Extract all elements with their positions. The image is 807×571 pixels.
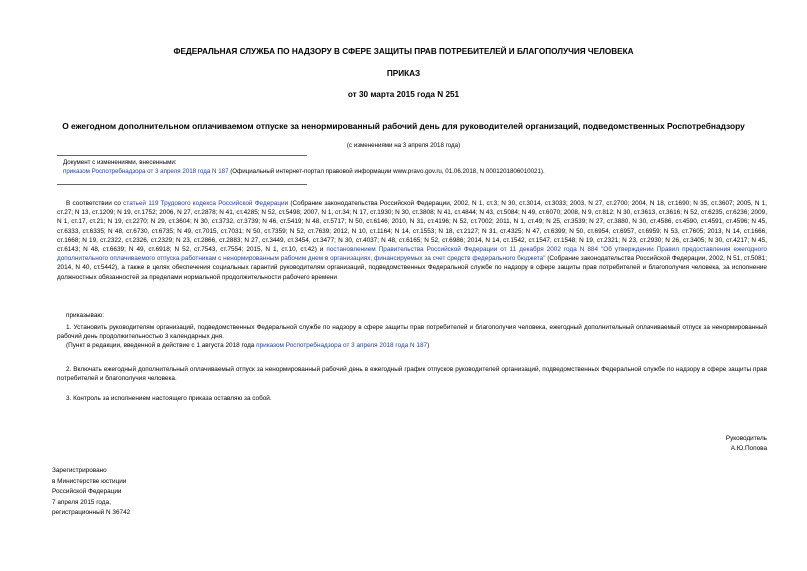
registration-line: Зарегистрировано [52, 467, 107, 474]
divider-bottom [57, 184, 307, 185]
agency-name: ФЕДЕРАЛЬНАЯ СЛУЖБА ПО НАДЗОРУ В СФЕРЕ ЗАЩИТЫ ПРАВ ПОТРЕБИТЕЛЕЙ И БЛАГОПОЛУЧИЯ ЧЕЛОВЕКА [173, 47, 634, 56]
doc-date-number: от 30 марта 2015 года N 251 [347, 90, 460, 99]
preamble-start: В соответствии со [66, 200, 124, 207]
item-1-note [57, 341, 767, 350]
preamble-text-2: (Собрание законодательства Российской Федерации, 2002, N 51, ст.5081; 2014, N 40, ст.5442), а также в целях обеспечения социальных гарантий руководителям организаций, подведомственных Федеральной службе по надзору в сфере защиты прав потребителей и благополучия человека, за исполнение должностных обязанностей за пределами нормальной продолжительности рабочего времени [57, 255, 767, 281]
registration-line: регистрационный N 36742 [52, 509, 131, 517]
changes-link[interactable]: приказом Роспотребнадзора от 3 апреля 2018 года N 187 [63, 168, 229, 176]
changes-label: Документ с изменениями, внесенными: [63, 159, 177, 166]
preamble-paragraph [57, 199, 767, 282]
revision-note: (с изменениями на 3 апреля 2018 года) [346, 142, 461, 149]
item-1-text: 1. Установить руководителям организаций, подведомственных Федеральной службе по надзору в сфере защиты прав потребителей и благополучия человека, ежегодный дополнительный оплачиваемый отпуск за ненормированный рабочий день продолжительностью 3 календарных дня. [57, 324, 767, 341]
item-2: 2. Включать ежегодный дополнительный оплачиваемый отпуск за ненормированный рабочий день в ежегодный график отпусков руководителей организаций, подведомственных Федеральной службе по надзору в сфере защиты прав потребителей и благополучия человека. [57, 366, 767, 383]
item-3: 3. Контроль за исполнением настоящего приказа оставляю за собой. [66, 395, 272, 402]
item-1-note-end: ) [427, 342, 430, 350]
changes-source: (Официальный интернет-портал правовой информации www.pravo.gov.ru, 01.06.2018, N 0001201806010021). [228, 168, 545, 176]
registration-line: в Министерстве юстиции [52, 477, 127, 485]
labor-code-link[interactable]: статьей 119 Трудового кодекса Российской Федерации [123, 200, 289, 207]
item-1-note-start: (Пункт в редакции, введенной в действие с 1 августа 2018 года [66, 342, 257, 350]
item-1 [57, 323, 767, 351]
signature-position: Руководитель [725, 435, 767, 442]
government-decree-link[interactable]: постановлением Правительства Российской Федерации от 11 декабря 2002 года N 884 "Об утверждении Правил предоставления ежегодного дополнительного оплачиваемого отпуска работникам с ненормированным рабочим днем в организациях, финансируемых за счет средств федерального бюджета" [57, 246, 767, 263]
registration-block [52, 466, 130, 519]
preamble-text-1: (Собрание законодательства Российской Федерации, 2002, N 1, ст.3; N 30, ст.3014, ст.3033; 2003, N 27, ст.2700; 2004, N 18, ст.1690; N 35, ст.3607; 2005, N 1, ст.27; N 13, ст.1209; N 19, ст.1752; 2006, N 27, ст.2878; N 41, ст.4285; N 52, ст.5498; 2007, N 1, ст.34; N 17, ст.1930; N 30, ст.3808; N 41, ст.4844; N 43, ст.5084; N 49, ст.6070; 2008, N 9, ст.812; N 30, ст.3613, ст.3616; N 52, ст.6235, ст.6236; 2009, N 1, ст.17, ст.21; N 19, ст.2270; N 29, ст.3604; N 30, ст.3732, ст.3739; N 46, ст.5419; N 48, ст.5717; N 50, ст.6146; 2010, N 31, ст.4196; N 52, ст.7002; 2011, N 1, ст.49; N 25, ст.3539; N 27, ст.3880, N 30, ст.4586, ст.4590, ст.4591, ст.4596; N 45, ст.6333, ст.6335; N 48, ст.6730, ст.6735; N 49, ст.7015, ст.7031; N 50, ст.7359; N 52, ст.7639; 2012, N 10, ст.1164; N 14, ст.1553; N 18, ст.2127; N 31, ст.4325; N 47, ст.6399; N 50, ст.6954, ст.6957, ст.6959; N 53, ст.7605; 2013, N 14, ст.1666, ст.1668; N 19, ст.2322, ст.2326, ст.2329; N 23, ст.2866, ст.2883; N 27, ст.3449, ст.3454, ст.3477; N 30, ст.4037; N 48, ст.6165; N 52, ст.6986; 2014, N 14, ст.1542, ст.1547, ст.1548; N 19, ст.2321; N 23, ст.2930; N 26, ст.3405; N 30, ст.4217; N 45, ст.6143; N 48, ст.6639; N 49, ст.6918; N 52, ст.7543, ст.7554; 2015, N 1, ст.10, ст.42) и [57, 200, 768, 254]
changes-line [63, 167, 763, 176]
registration-line: 7 апреля 2015 года, [52, 498, 111, 506]
order-word: приказываю: [66, 312, 104, 319]
doc-title: О ежегодном дополнительном оплачиваемом отпуске за ненормированный рабочий день для руководителей организаций, подведомственных Роспотребнадзору [62, 121, 745, 131]
signature-block [726, 434, 767, 453]
divider-top [57, 155, 307, 156]
doc-type: ПРИКАЗ [386, 69, 421, 78]
changes-block [63, 158, 763, 176]
registration-line: Российской Федерации [52, 488, 122, 496]
signature-name: А.Ю.Попова [730, 444, 767, 452]
item-1-note-link[interactable]: приказом Роспотребнадзора от 3 апреля 2018 года N 187 [256, 342, 428, 350]
